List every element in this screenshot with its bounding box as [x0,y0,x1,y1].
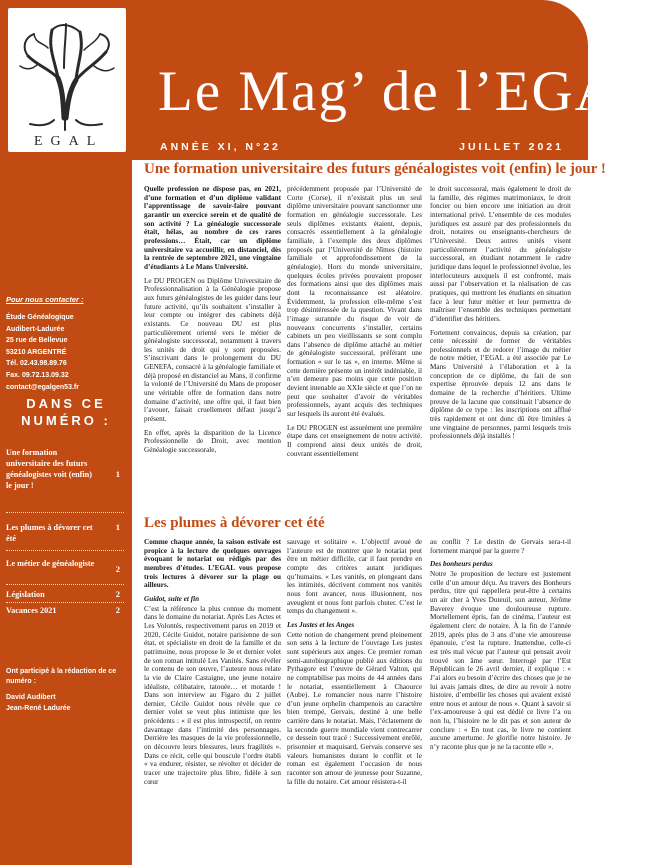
article-paragraph: Le DU PROGEN ou Diplôme Universitaire de Professionnalisation à la Généalogie propose aux futurs généalogistes de les guider dans leur future activité, qu’ils souhaitent s’installer à leur compte ou intégrer des cabinets déjà existants. Ce nouveau DU est plus particulièrement orienté vers le métier de généalogiste successoral, notamment à travers les unités de droit qui y sont proposées. S’inscrivant dans le prolongement du DU GENEFA, consacré à la généalogie familiale et déjà proposé en distanciel au Mans, il confirme la volonté de l’Université du Mans de proposer une véritable offre de formation dans notre domaine d’activité, une offre qui, il faut bien l’avouer, faisait cruellement défaut jusqu’à présent. [144,276,281,424]
article-column [144,185,281,460]
egal-logo [8,8,126,152]
contact-line: Tél. 02.43.98.89.76 [6,360,67,368]
article-column [430,538,571,757]
toc-item-page: 2 [115,589,120,599]
svg-text:EGAL: EGAL [34,134,104,149]
toc-divider [6,584,124,585]
issue-date: JUILLET 2021 [459,141,564,153]
toc-item-page: 1 [115,469,120,479]
toc-item-title: Une formation universitaire des futurs généalogistes voit (enfin) le jour ! [6,448,92,490]
toc-item[interactable] [6,558,126,574]
contact-line: 53210 ARGENTRÉ [6,348,67,356]
toc-item-page: 2 [115,605,120,615]
contributors-title: Ont participé à la rédaction de ce numéro : [6,668,117,685]
contributor-name: David Audibert [6,694,56,701]
toc-item[interactable] [6,589,126,600]
toc-divider [6,602,124,603]
contact-line: Audibert-Ladurée [6,325,65,333]
toc-item-title: Les plumes à dévorer cet été [6,523,93,543]
article-subheading: Des bonheurs perdus [430,560,493,569]
article-subheading: Guidot, suite et fin [144,594,200,603]
toc-item-page: 2 [115,564,120,574]
article-paragraph: C’est la référence la plus connue du moment dans le domaine du notariat. Après Les Actes et Les Volontés, respectivement parus en 2019 et 2020, Cécile Guidot, notaire parisienne de son état, et spécialiste en droit de la famille et du patrimoine, nous propose le 3e et dernier volet de son roman intitulé Les Vanités. Sans révéler le contenu de son œuvre, l’auteure nous relate la vie de Claire Castaigne, une jeune notaire idéaliste, célibataire, tatouée… et motarde ! Dans son interview au Figaro du 2 juillet dernier, Cécile Guidot nous révèle que ce dernier volet se veut plus intimiste que les précédents : « il est plus introspectif, on rentre davantage dans l’intimité des personnages. Derrière les masques de la vie professionnelle, on découvre leurs blessures, leurs fragilités ». Dans ce récit, celle qui bouscule l’ordre établi « va endurer, résister, se révolter et décider de tracer une trajectoire plus libre, fidèle à son cœur [144,604,281,786]
article-column [430,185,571,446]
issue-bar [0,140,588,160]
article-paragraph: au conflit ? Le destin de Gervais sera-t-il fortement marqué par la guerre ? [430,538,571,555]
toc-item-title: Législation [6,590,45,599]
contact-email[interactable]: contact@egalgen53.fr [6,383,79,391]
article-paragraph: Le DU PROGEN est assurément une première étape dans cet enseignement de notre activité. Il comprend ainsi deux unités de droit, couvrant essentiellement [287,423,422,458]
article-paragraph: sauvage et solitaire ». L’objectif avoué de l’auteure est de montrer que le notariat peut être un métier difficile, car il faut prendre en compte des critères autant juridiques qu’humains. « Les vanités, en plongeant dans les intimités, décrivent comment nos vanités nous font avancer, nous illusionnent, nos aveuglent et nous font parfois chuter. C’est le temps du changement ». [287,538,422,616]
contact-title: Pour nous contacter : [6,295,84,304]
magazine-title: Le Mag’ de l’EGAL [158,60,655,123]
article-paragraph: le droit successoral, mais également le droit de la famille, des régimes matrimoniaux, le droit foncier ou bien encore une initiation au droit international privé. L’ensemble de ces modules juridiques est assuré par des professionnels du droit, notaires ou enseignants-chercheurs de l’Université. Deux autres unités visent particulièrement l’activité du généalogiste successoral, en étudiant notamment le cadre juridique dans lequel le professionnel évolue, les interlocuteurs auxquels il est confronté, mais aussi par l’observation et la réalisation de cas pratiques, qui mettront les étudiants en situation face à leur futur métier et leur permettra de maîtriser l’ensemble des techniques permettant d’identifier des héritiers. [430,185,571,323]
issue-number: ANNÉE XI, N°22 [160,141,281,153]
article-column [287,538,422,791]
toc-item-title: Vacances 2021 [6,606,57,615]
masthead [0,0,655,160]
article-lead: Comme chaque année, la saison estivale est propice à la lecture de quelques ouvrages évoquant le notariat ou rédigés par des membres d’études. L’EGAL vous propose trois lectures à dévorer sur la plage ou ailleurs. [144,538,281,590]
article-column [287,185,422,463]
article-title: Les plumes à dévorer cet été [144,515,325,531]
contributors-list [6,692,71,714]
article-title: Une formation universitaire des futurs généalogistes voit (enfin) le jour ! [144,161,606,177]
article-paragraph: précédemment proposée par l’Université de Corte (Corse), il n’existait plus un seul diplôme universitaire pouvant sanctionner une formation en généalogie successorale. Les seuls diplômes existants étaient, depuis, consacrés essentiellement à la généalogie familiale, à l’exemple des deux diplômes proposés par l’Université de Nîmes (histoire familiale et approfondissement de la généalogie). Hors du monde universitaire, quelques écoles privées pouvaient proposer des formations ainsi que des diplômes mais dont la reconnaissance est aléatoire. Évidemment, la profession elle-même s’est trop désintéressée de la question. Vivant dans l’image surannée du risque de voir de nouveaux concurrents s’installer, certains cabinets un peu vieillissants se sont complu dans l’absence de diplôme attaché au métier de généalogiste successoral, préférant une formation « sur le tas », en interne. Même si cette dernière présente un intérêt indéniable, il n’en demeure pas moins que cette position devient intenable au XXIe siècle et que l’on ne peut que souhaiter d’avoir de véritables professionnels, ayant acquis des techniques sur lesquels ils auront été évalués. [287,185,422,419]
toc-divider [6,512,124,513]
toc-item[interactable] [6,605,126,616]
toc-divider [6,550,124,551]
contact-line: 25 rue de Bellevue [6,337,68,345]
contact-line: Étude Généalogique [6,314,74,321]
toc-item[interactable] [6,447,126,491]
toc-item-page: 1 [115,522,120,532]
article-column [144,538,281,791]
toc-item-title: Le métier de généalogiste [6,559,95,568]
article-paragraph: Fortement convaincus, depuis sa création, par cette nécessité de former de véritables professionnels et de redorer l’image du métier de notre métier, l’EGAL a été associée par Le Mans Université à l’élaboration et à la conception de ce diplôme, du fait de son expertise éprouvée depuis 12 ans dans le domaine de la recherche d’héritiers. Ultime preuve de la lacune que constituait l’absence de diplôme de ce type : les inscriptions ont afflué très rapidement et ont donc dû être limitées à une vingtaine de personnes, parmi lesquels trois professionnels déjà installés ! [430,328,571,441]
article-lead: Quelle profession ne dispose pas, en 2021, d’une formation et d’un diplôme validant l’apprentissage de savoir-faire pouvant garantir un exercice serein et de qualité de son activité ? La généalogie successorale était, hélas, au nombre de ces rares professions… Était, car un diplôme universitaire va accueillir, en distanciel, dès la rentrée de septembre 2021, une vingtaine d’étudiants à Le Mans Université. [144,185,281,271]
article-subheading: Les Justes et les Anges [287,620,355,629]
sidebar [0,160,132,865]
article-paragraph: Cette notion de changement prend pleinement son sens à la lecture de l’ouvrage Les justes sont supérieurs aux anges. Ce premier roman semi-autobiographique publié aux éditions du Pythagore est l’œuvre de Gérard Valton, qui ne comptabilise pas moins de 44 années dans le notariat, essentiellement à Chaource (Aube). Le romancier nous narre l’histoire d’un jeune orphelin champenois au caractère bien trempé, Gervais, destiné à une belle carrière dans le notariat. Mais, l’éclatement de la seconde guerre mondiale vient contrecarrer ce dessein tout tracé : Successivement enrôlé, prisonnier et maquisard, Gervais conserve ses valeurs humanistes durant le conflit et le roman est également l’occasion de nous raconter son amour de jeunesse pour Suzanne, la fille du notaire. Cet amour résistera-t-il [287,630,422,786]
contact-line: Fax. 09.72.13.09.32 [6,371,69,379]
in-this-issue-heading: DANS CE NUMÉRO : [21,396,111,428]
article-paragraph: En effet, après la disparition de la Licence Professionnelle de Droit, avec mention Généalogie successorale, [144,428,281,455]
toc-item[interactable] [6,522,126,544]
contributor-name: Jean-René Ladurée [6,705,71,712]
contact-block [6,312,79,393]
article-paragraph: Notre 3e proposition de lecture est justement celle d’un amour déçu. Au travers des Bonheurs perdus, titre qui rappellera peut-être à certains un air cher à Yves Duteuil, son auteur, Jérôme Baverey évoque une douloureuse rupture. Mortellement épris, fan de cinéma, l’auteur est également clerc de notaire. À la fin de l’année 2019, après plus de 3 ans d’une vie amoureuse épanouie, c’est la rupture. Inattendue, celle-ci est très mal vécue par l’auteur qui pensait avoir trouvé son âme sœur. Interrogé par l’Est Républicain le 26 avril dernier, il explique : « J’ai alors eu besoin d’écrire des choses que je ne lui avais jamais dites, de dire au revoir à notre histoire, d’embellir les choses qui avaient existé entre nous et autour de nous ». Quant à savoir si l’ex-amoureuse à qui est dédié ce livre l’a ou non lu, l’histoire ne le dit pas et son auteur de conclure : « En tout cas, le livre ne contient aucune amertume. Je glorifie notre histoire. Je n’y raconte plus que je ne la raconte elle ». [430,569,571,752]
